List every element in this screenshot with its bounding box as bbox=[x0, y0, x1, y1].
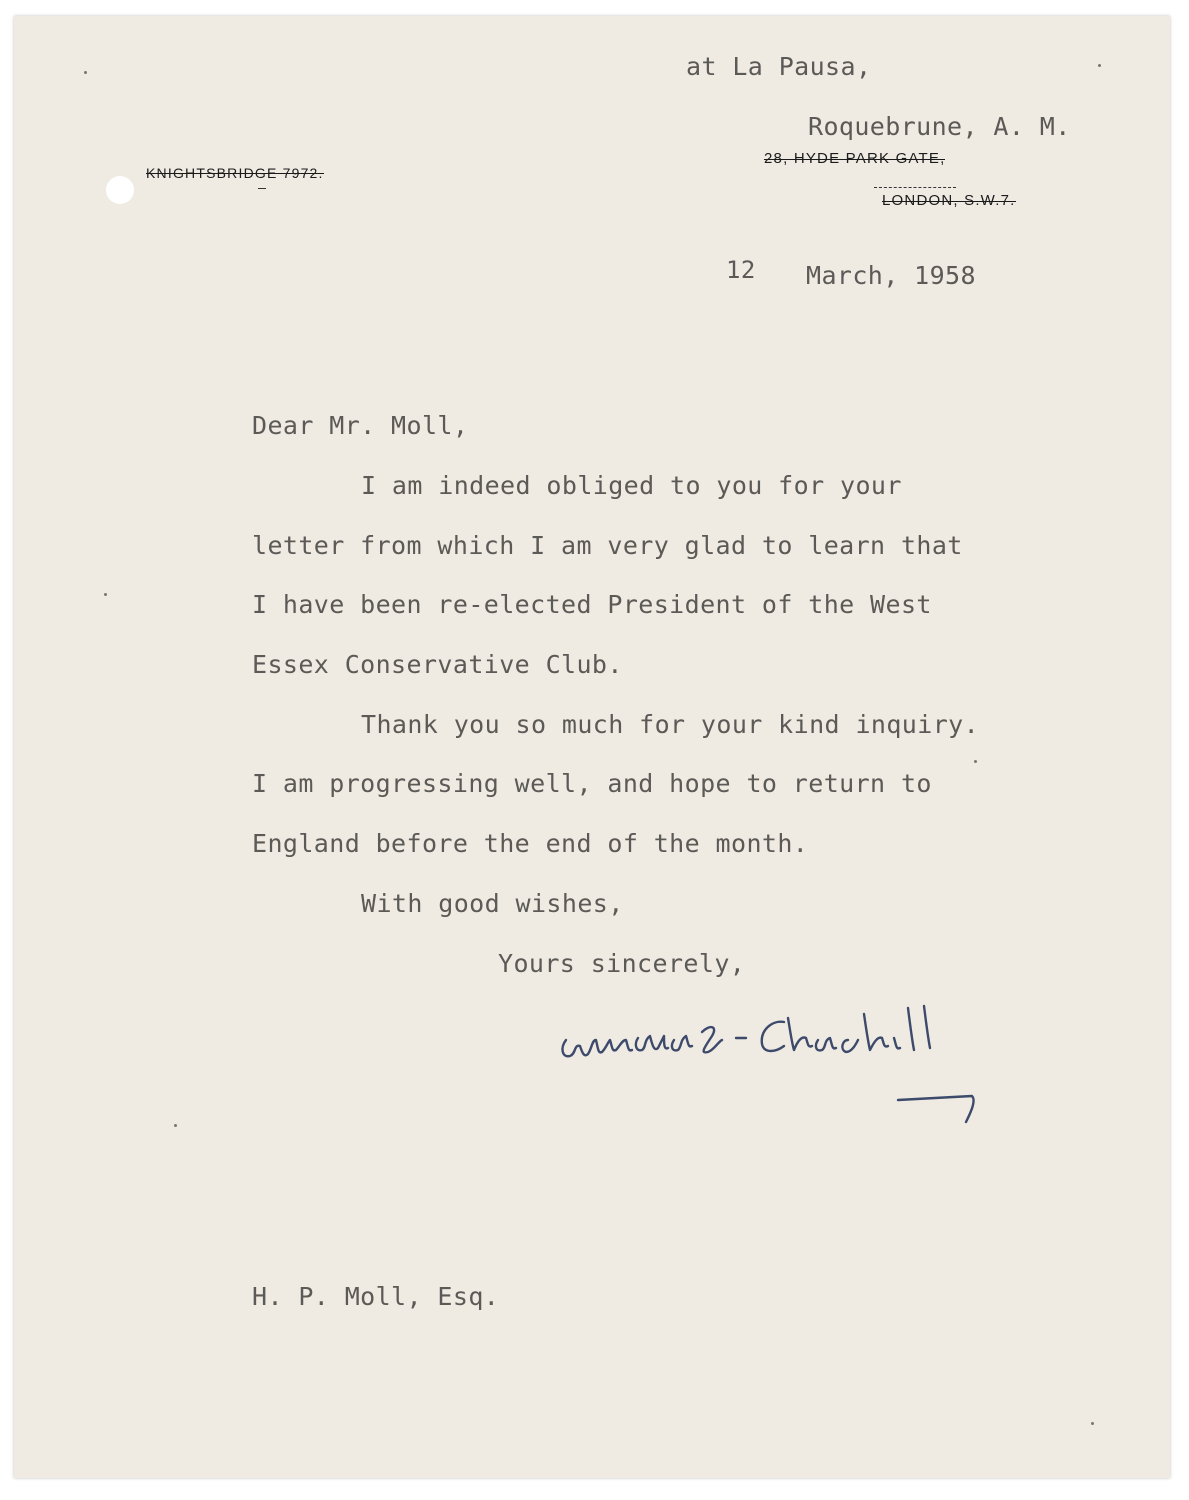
date-month-year: March, 1958 bbox=[806, 261, 976, 290]
letterhead-street bbox=[764, 150, 945, 167]
address-line-2: Roquebrune, A. M. bbox=[808, 112, 1071, 141]
letterhead-city bbox=[882, 192, 1016, 209]
recipient: H. P. Moll, Esq. bbox=[252, 1282, 500, 1311]
telephone-underline-mark bbox=[258, 188, 266, 189]
city-overline-mark bbox=[874, 187, 956, 188]
paper-speck bbox=[174, 1124, 177, 1127]
city-text: LONDON, S.W.7. bbox=[882, 192, 1016, 209]
salutation: Dear Mr. Moll, bbox=[252, 411, 469, 440]
paper-speck bbox=[974, 760, 977, 763]
paper-speck bbox=[84, 71, 87, 74]
body-line-3: I have been re-elected President of the West bbox=[252, 590, 932, 619]
street-text: 28, HYDE PARK GATE, bbox=[764, 150, 946, 167]
body-line-2: letter from which I am very glad to learn that bbox=[252, 531, 963, 560]
body-line-4: Essex Conservative Club. bbox=[252, 650, 623, 679]
body-line-5: Thank you so much for your kind inquiry. bbox=[361, 710, 980, 739]
paper-speck bbox=[1091, 1422, 1094, 1425]
punch-hole bbox=[106, 176, 134, 204]
telephone-text: KNIGHTSBRIDGE 7972. bbox=[146, 165, 324, 181]
date-day: 12 bbox=[726, 256, 756, 284]
body-line-6: I am progressing well, and hope to return to bbox=[252, 769, 932, 798]
body-line-8: With good wishes, bbox=[361, 889, 624, 918]
body-line-1: I am indeed obliged to you for your bbox=[361, 471, 902, 500]
address-line-1: at La Pausa, bbox=[686, 52, 872, 81]
letterhead-telephone bbox=[146, 165, 324, 181]
closing: Yours sincerely, bbox=[498, 949, 746, 978]
paper-speck bbox=[1098, 64, 1101, 67]
signature-scribble bbox=[552, 1000, 992, 1140]
body-line-7: England before the end of the month. bbox=[252, 829, 809, 858]
paper-speck bbox=[104, 593, 107, 596]
letter-sheet bbox=[14, 16, 1170, 1478]
